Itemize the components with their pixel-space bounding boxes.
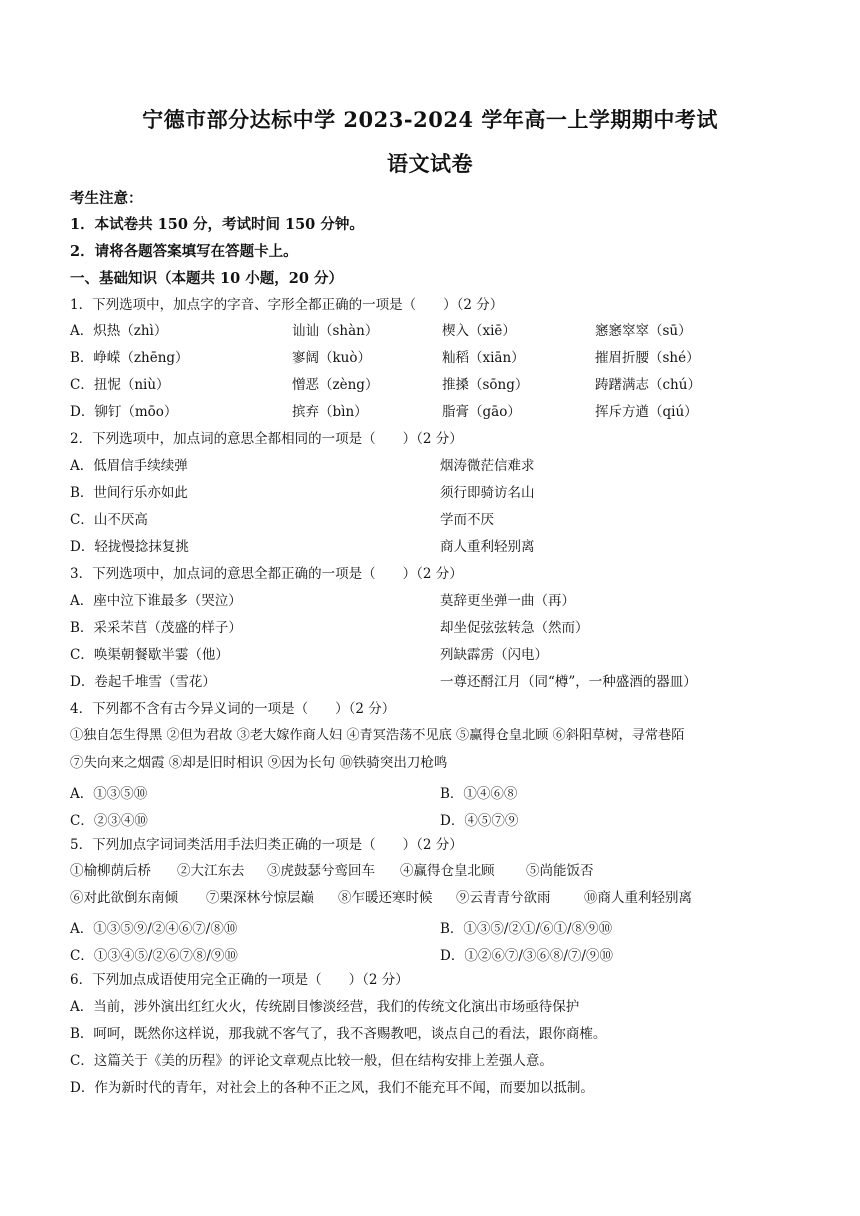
option-text: D．④⑤⑦⑨ xyxy=(440,813,519,829)
option-text: D．轻拢慢捻抹复挑 xyxy=(70,539,189,555)
item-text: ①榆柳荫后桥 xyxy=(70,863,151,879)
item-text: ⑨云青青兮欲雨 xyxy=(456,890,551,906)
option-text: A．①③⑤⑨/②④⑥⑦/⑧⑩ xyxy=(70,921,238,937)
option-text: 挥斥方遒（qiú） xyxy=(595,404,698,420)
exam-title: 宁德市部分达标中学 2023-2024 学年高一上学期期中考试 xyxy=(142,107,718,132)
question-5-items-line-1 xyxy=(70,862,594,880)
notice-item-2: 2．请将各题答案填写在答题卡上。 xyxy=(70,243,298,260)
question-3-option-c xyxy=(70,646,548,664)
option-text: B．①④⑥⑧ xyxy=(440,786,518,802)
question-2-option-a xyxy=(70,457,535,475)
question-1-option-a xyxy=(70,322,692,340)
question-5-stem: 5．下列加点字词词类活用手法归类正确的一项是（ ）（2 分） xyxy=(70,837,463,853)
option-text: C．唤渠朝餐歇半霎（他） xyxy=(70,647,229,663)
option-text: 商人重利轻别离 xyxy=(440,539,535,555)
option-text: 却坐促弦弦转急（然而） xyxy=(440,620,589,636)
exam-subtitle: 语文试卷 xyxy=(387,151,473,176)
option-text: 摧眉折腰（shé） xyxy=(595,350,700,366)
option-text: A．①③⑤⑩ xyxy=(70,786,148,802)
option-text: 推搡（sōng） xyxy=(442,377,529,393)
question-6-option-a: A．当前，涉外演出红红火火，传统剧目惨淡经营，我们的传统文化演出市场亟待保护 xyxy=(70,999,580,1015)
option-text: 籼稻（xiān） xyxy=(442,350,525,366)
item-text: ⑩商人重利轻别离 xyxy=(584,890,692,906)
question-2-option-b xyxy=(70,484,535,502)
question-6-stem: 6．下列加点成语使用完全正确的一项是（ ）（2 分） xyxy=(70,972,409,988)
question-1-option-d xyxy=(70,403,698,421)
option-text: A．低眉信手续续弹 xyxy=(70,458,188,474)
question-6-option-b: B．呵呵，既然你这样说，那我就不客气了，我不吝赐教吧，谈点自己的看法，跟你商榷。 xyxy=(70,1026,607,1042)
option-text: B．峥嵘（zhēng） xyxy=(70,350,189,366)
item-text: ③虎鼓瑟兮鸾回车 xyxy=(267,863,375,879)
option-text: A．炽热（zhì） xyxy=(70,323,168,339)
option-text: 脂膏（gāo） xyxy=(442,404,521,420)
item-text: ⑥对此欲倒东南倾 xyxy=(70,890,178,906)
question-1-option-c xyxy=(70,376,701,394)
option-text: C．②③④⑩ xyxy=(70,813,148,829)
question-5-options-row-2 xyxy=(70,947,613,965)
option-text: D．卷起千堆雪（雪花） xyxy=(70,674,216,690)
option-text: 摈弃（bìn） xyxy=(292,404,368,420)
question-3-option-b xyxy=(70,619,589,637)
question-2-option-d xyxy=(70,538,535,556)
option-text: C．①③④⑤/②⑥⑦⑧/⑨⑩ xyxy=(70,948,238,964)
question-4-options-row-1 xyxy=(70,785,518,803)
option-text: B．世间行乐亦如此 xyxy=(70,485,188,501)
question-1-option-b xyxy=(70,349,700,367)
option-text: C．扭怩（niù） xyxy=(70,377,170,393)
item-text: ②大江东去 xyxy=(177,863,245,879)
option-text: C．山不厌高 xyxy=(70,512,148,528)
option-text: 莫辞更坐弹一曲（再） xyxy=(440,593,575,609)
option-text: 讪讪（shàn） xyxy=(292,323,379,339)
section-heading: 一、基础知识（本题共 10 小题，20 分） xyxy=(70,270,343,287)
option-text: A．座中泣下谁最多（哭泣） xyxy=(70,593,242,609)
option-text: 学而不厌 xyxy=(440,512,494,528)
question-5-options-row-1 xyxy=(70,920,613,938)
question-6-option-c: C．这篇关于《美的历程》的评论文章观点比较一般，但在结构安排上差强人意。 xyxy=(70,1053,553,1069)
notice-heading: 考生注意： xyxy=(70,190,143,207)
option-text: B．①③⑤/②①/⑥①/⑧⑨⑩ xyxy=(440,921,613,937)
question-4-options-row-2 xyxy=(70,812,519,830)
option-text: 列缺霹雳（闪电） xyxy=(440,647,548,663)
question-3-option-a xyxy=(70,592,575,610)
question-2-stem: 2．下列选项中，加点词的意思全都相同的一项是（ ）（2 分） xyxy=(70,431,463,447)
question-3-option-d xyxy=(70,673,697,691)
option-text: 楔入（xiē） xyxy=(442,323,516,339)
option-text: 须行即骑访名山 xyxy=(440,485,535,501)
question-5-items-line-2 xyxy=(70,889,692,907)
question-3-stem: 3．下列选项中，加点词的意思全都正确的一项是（ ）（2 分） xyxy=(70,566,463,582)
option-text: D．铆钉（mōo） xyxy=(70,404,178,420)
option-text: 寥阔（kuò） xyxy=(292,350,372,366)
question-6-option-d: D．作为新时代的青年，对社会上的各种不正之风，我们不能充耳不闻，而要加以抵制。 xyxy=(70,1080,594,1096)
option-text: 踌躇满志（chú） xyxy=(595,377,701,393)
notice-item-1: 1．本试卷共 150 分，考试时间 150 分钟。 xyxy=(70,216,364,233)
option-text: 烟涛微茫信难求 xyxy=(440,458,535,474)
question-4-items-line-1: ①独自怎生得黑 ②但为君故 ③老大嫁作商人妇 ④青冥浩荡不见底 ⑤赢得仓皇北顾 ⑥斜阳草树，寻常巷陌 xyxy=(70,728,685,743)
option-text: 窸窸窣窣（sū） xyxy=(595,323,692,339)
question-4-stem: 4．下列都不含有古今异义词的一项是（ ）（2 分） xyxy=(70,701,396,717)
item-text: ④赢得仓皇北顾 xyxy=(400,863,495,879)
question-1-stem: 1．下列选项中，加点字的字音、字形全都正确的一项是（ ）（2 分） xyxy=(70,297,504,313)
item-text: ⑦栗深林兮惊层巅 xyxy=(206,890,314,906)
option-text: B．采采芣苢（茂盛的样子） xyxy=(70,620,242,636)
question-4-items-line-2: ⑦失向来之烟霞 ⑧却是旧时相识 ⑨因为长句 ⑩铁骑突出刀枪鸣 xyxy=(70,755,448,771)
option-text: 憎恶（zèng） xyxy=(292,377,379,393)
option-text: 一尊还酹江月（同“樽”，一种盛酒的器皿） xyxy=(440,674,697,690)
question-2-option-c xyxy=(70,511,494,529)
item-text: ⑤尚能饭否 xyxy=(526,863,594,879)
item-text: ⑧乍暖还寒时候 xyxy=(338,890,433,906)
option-text: D．①②⑥⑦/③⑥⑧/⑦/⑨⑩ xyxy=(440,948,613,964)
